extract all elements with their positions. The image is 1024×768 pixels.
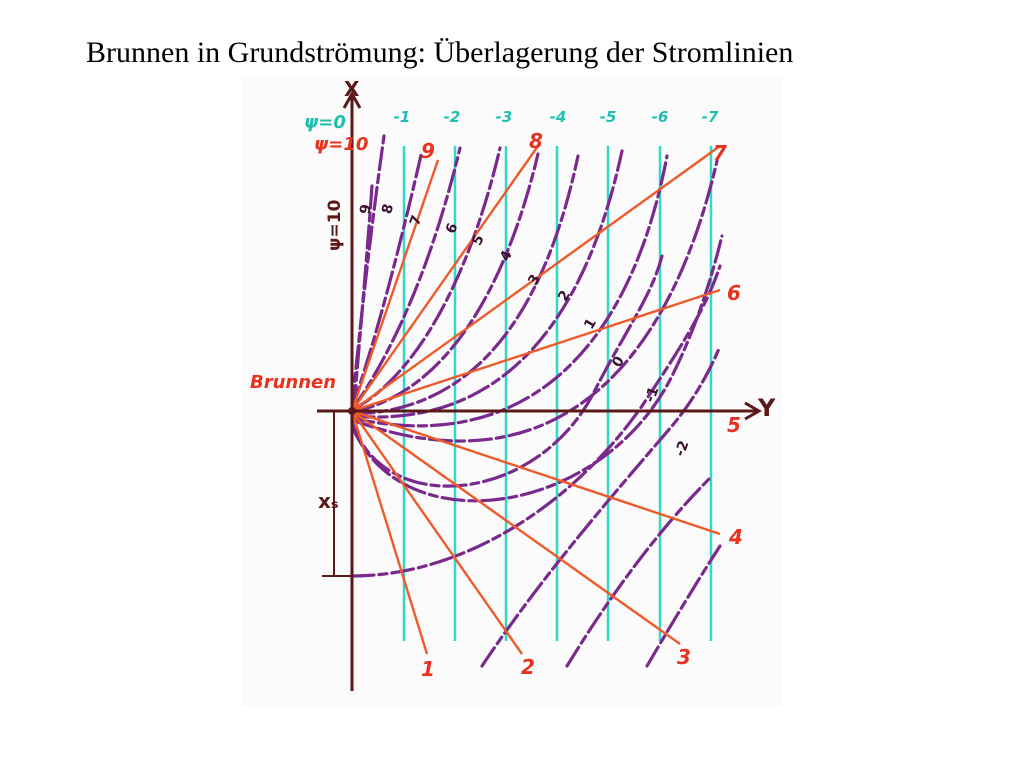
- well-point: [348, 407, 356, 415]
- combined-label-7: 7: [407, 213, 426, 228]
- flow-label-4: -4: [549, 108, 567, 126]
- psi-well-header: ψ=10: [314, 134, 369, 155]
- combined-streamlines: [352, 136, 722, 666]
- flow-label-2: -2: [443, 108, 461, 126]
- combined-line-4: [352, 156, 578, 414]
- combined-label-4: 4: [497, 248, 516, 265]
- psi-axis-label: ψ=10: [325, 199, 345, 251]
- flow-label-1: -1: [393, 108, 411, 126]
- combined-line-d: [354, 186, 375, 406]
- flow-label-7: -7: [701, 108, 719, 126]
- combined-label-2: 2: [555, 287, 574, 305]
- psi-flow-header: ψ=0: [304, 112, 346, 133]
- combined-label-6: 6: [443, 220, 462, 237]
- well-label: Brunnen: [250, 372, 337, 393]
- ray-label-6: 6: [727, 281, 741, 305]
- ray-label-2: 2: [521, 655, 535, 679]
- ray-label-7: 7: [713, 141, 727, 165]
- combined-label-8: 8: [379, 202, 398, 216]
- ray-labels: [421, 129, 743, 681]
- ray-label-5: 5: [727, 413, 741, 437]
- flow-label-5: -5: [599, 108, 617, 126]
- combined-label-3: 3: [525, 271, 544, 289]
- ray-label-3: 3: [677, 645, 691, 669]
- flow-label-6: -6: [651, 108, 669, 126]
- combined-label-5: 5: [469, 232, 488, 249]
- streamline-diagram: [242, 76, 782, 706]
- combined-label-1: 1: [581, 315, 600, 333]
- axis-y-label: Y: [758, 394, 776, 422]
- streamline-figure: [242, 76, 782, 706]
- ray-label-4: 4: [729, 525, 743, 549]
- ray-2: [352, 411, 522, 654]
- axis-x-label: X: [344, 77, 360, 101]
- combined-line-b: [567, 476, 712, 666]
- combined-label-m2: -2: [672, 438, 693, 459]
- combined-line-2: [352, 156, 667, 426]
- slide-title: Brunnen in Grundströmung: Überlagerung der Stromlinien: [86, 36, 794, 69]
- ray-1: [352, 411, 427, 654]
- combined-label-9: 9: [357, 203, 375, 216]
- ray-4: [352, 411, 720, 534]
- ray-3: [352, 411, 680, 644]
- ray-label-1: 1: [421, 657, 435, 681]
- combined-label-m1: -1: [642, 384, 663, 405]
- combined-label-0: 0: [609, 353, 628, 371]
- ray-label-9: 9: [421, 139, 435, 163]
- flow-label-3: -3: [495, 108, 513, 126]
- ray-label-8: 8: [529, 129, 543, 153]
- xs-label: xₛ: [318, 489, 339, 513]
- flow-line-labels: [394, 108, 719, 126]
- flow-streamlines: [404, 146, 711, 641]
- combined-line-1: [352, 161, 717, 441]
